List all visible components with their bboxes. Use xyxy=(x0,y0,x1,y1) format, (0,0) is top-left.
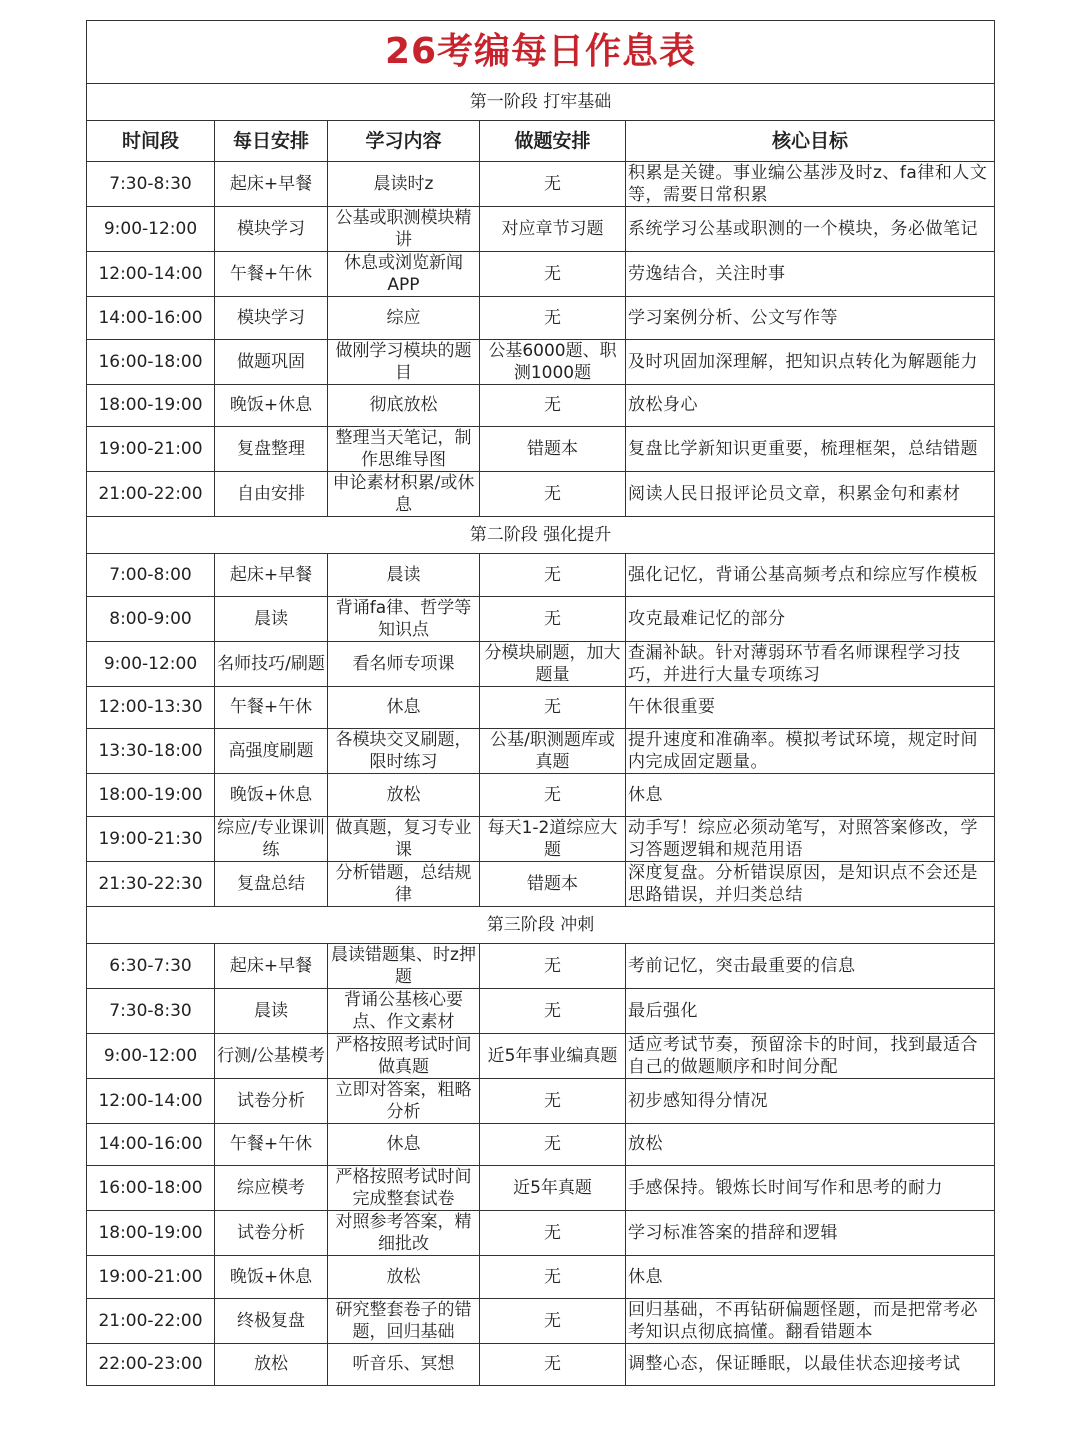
core-goal-cell: 休息 xyxy=(626,1256,995,1299)
daily-plan-cell: 做题巩固 xyxy=(215,339,328,384)
time-slot-cell: 19:00-21:30 xyxy=(87,816,215,861)
core-goal-cell: 考前记忆，突击最重要的信息 xyxy=(626,943,995,988)
daily-plan-cell: 模块学习 xyxy=(215,207,328,252)
core-goal-cell: 积累是关键。事业编公基涉及时z、fa律和人文等，需要日常积累 xyxy=(626,162,995,207)
practice-plan-cell: 对应章节习题 xyxy=(480,207,626,252)
table-row xyxy=(87,384,995,427)
table-row xyxy=(87,252,995,297)
time-slot-cell: 18:00-19:00 xyxy=(87,384,215,427)
study-content-cell: 研究整套卷子的错题，回归基础 xyxy=(328,1298,480,1343)
column-header: 每日安排 xyxy=(215,121,328,162)
time-slot-cell: 21:30-22:30 xyxy=(87,861,215,906)
time-slot-cell: 22:00-23:00 xyxy=(87,1343,215,1386)
practice-plan-cell: 无 xyxy=(480,686,626,729)
practice-plan-cell: 近5年真题 xyxy=(480,1166,626,1211)
header-row xyxy=(87,121,995,162)
core-goal-cell: 回归基础，不再钻研偏题怪题，而是把常考必考知识点彻底搞懂。翻看错题本 xyxy=(626,1298,995,1343)
stage-row xyxy=(87,84,995,121)
table-row xyxy=(87,1298,995,1343)
time-slot-cell: 21:00-22:00 xyxy=(87,1298,215,1343)
stage-row xyxy=(87,517,995,554)
time-slot-cell: 8:00-9:00 xyxy=(87,596,215,641)
practice-plan-cell: 公基6000题、职测1000题 xyxy=(480,339,626,384)
daily-plan-cell: 高强度刷题 xyxy=(215,729,328,774)
title-row xyxy=(87,21,995,84)
practice-plan-cell: 分模块刷题，加大题量 xyxy=(480,641,626,686)
table-row xyxy=(87,861,995,906)
daily-plan-cell: 起床+早餐 xyxy=(215,554,328,597)
core-goal-cell: 攻克最难记忆的部分 xyxy=(626,596,995,641)
study-content-cell: 分析错题，总结规律 xyxy=(328,861,480,906)
core-goal-cell: 放松 xyxy=(626,1123,995,1166)
core-goal-cell: 深度复盘。分析错误原因，是知识点不会还是思路错误，并归类总结 xyxy=(626,861,995,906)
practice-plan-cell: 错题本 xyxy=(480,861,626,906)
daily-plan-cell: 模块学习 xyxy=(215,297,328,340)
daily-plan-cell: 自由安排 xyxy=(215,472,328,517)
table-row xyxy=(87,729,995,774)
stage-title: 第二阶段 强化提升 xyxy=(87,517,995,554)
study-content-cell: 做刚学习模块的题目 xyxy=(328,339,480,384)
study-content-cell: 晨读时z xyxy=(328,162,480,207)
daily-plan-cell: 晨读 xyxy=(215,988,328,1033)
table-row xyxy=(87,1211,995,1256)
table-row xyxy=(87,297,995,340)
time-slot-cell: 12:00-14:00 xyxy=(87,252,215,297)
table-row xyxy=(87,162,995,207)
time-slot-cell: 14:00-16:00 xyxy=(87,1123,215,1166)
study-content-cell: 放松 xyxy=(328,774,480,817)
stage-title: 第一阶段 打牢基础 xyxy=(87,84,995,121)
daily-plan-cell: 晚饭+休息 xyxy=(215,384,328,427)
study-content-cell: 做真题，复习专业课 xyxy=(328,816,480,861)
practice-plan-cell: 无 xyxy=(480,1078,626,1123)
study-content-cell: 背诵公基核心要点、作文素材 xyxy=(328,988,480,1033)
practice-plan-cell: 无 xyxy=(480,943,626,988)
practice-plan-cell: 无 xyxy=(480,472,626,517)
table-row xyxy=(87,943,995,988)
time-slot-cell: 12:00-13:30 xyxy=(87,686,215,729)
time-slot-cell: 14:00-16:00 xyxy=(87,297,215,340)
daily-plan-cell: 复盘整理 xyxy=(215,427,328,472)
core-goal-cell: 学习标准答案的措辞和逻辑 xyxy=(626,1211,995,1256)
time-slot-cell: 16:00-18:00 xyxy=(87,339,215,384)
core-goal-cell: 休息 xyxy=(626,774,995,817)
core-goal-cell: 阅读人民日报评论员文章，积累金句和素材 xyxy=(626,472,995,517)
daily-plan-cell: 综应模考 xyxy=(215,1166,328,1211)
time-slot-cell: 19:00-21:00 xyxy=(87,1256,215,1299)
core-goal-cell: 复盘比学新知识更重要，梳理框架，总结错题 xyxy=(626,427,995,472)
time-slot-cell: 9:00-12:00 xyxy=(87,641,215,686)
practice-plan-cell: 无 xyxy=(480,774,626,817)
study-content-cell: 严格按照考试时间完成整套试卷 xyxy=(328,1166,480,1211)
time-slot-cell: 18:00-19:00 xyxy=(87,1211,215,1256)
practice-plan-cell: 无 xyxy=(480,554,626,597)
stage-title: 第三阶段 冲刺 xyxy=(87,906,995,943)
time-slot-cell: 6:30-7:30 xyxy=(87,943,215,988)
table-row xyxy=(87,1123,995,1166)
core-goal-cell: 午休很重要 xyxy=(626,686,995,729)
daily-plan-cell: 晚饭+休息 xyxy=(215,1256,328,1299)
table-row xyxy=(87,1033,995,1078)
practice-plan-cell: 无 xyxy=(480,1211,626,1256)
time-slot-cell: 13:30-18:00 xyxy=(87,729,215,774)
daily-plan-cell: 晚饭+休息 xyxy=(215,774,328,817)
time-slot-cell: 7:30-8:30 xyxy=(87,162,215,207)
practice-plan-cell: 无 xyxy=(480,1298,626,1343)
study-content-cell: 申论素材积累/或休息 xyxy=(328,472,480,517)
practice-plan-cell: 无 xyxy=(480,1256,626,1299)
core-goal-cell: 查漏补缺。针对薄弱环节看名师课程学习技巧，并进行大量专项练习 xyxy=(626,641,995,686)
table-row xyxy=(87,1166,995,1211)
table-row xyxy=(87,1343,995,1386)
study-content-cell: 严格按照考试时间做真题 xyxy=(328,1033,480,1078)
core-goal-cell: 系统学习公基或职测的一个模块，务必做笔记 xyxy=(626,207,995,252)
core-goal-cell: 适应考试节奏，预留涂卡的时间，找到最适合自己的做题顺序和时间分配 xyxy=(626,1033,995,1078)
study-content-cell: 各模块交叉刷题，限时练习 xyxy=(328,729,480,774)
schedule-table xyxy=(86,20,995,1386)
daily-plan-cell: 试卷分析 xyxy=(215,1078,328,1123)
time-slot-cell: 18:00-19:00 xyxy=(87,774,215,817)
table-row xyxy=(87,816,995,861)
table-row xyxy=(87,207,995,252)
time-slot-cell: 21:00-22:00 xyxy=(87,472,215,517)
study-content-cell: 休息 xyxy=(328,686,480,729)
daily-plan-cell: 放松 xyxy=(215,1343,328,1386)
table-row xyxy=(87,641,995,686)
daily-plan-cell: 午餐+午休 xyxy=(215,686,328,729)
core-goal-cell: 及时巩固加深理解，把知识点转化为解题能力 xyxy=(626,339,995,384)
core-goal-cell: 手感保持。锻炼长时间写作和思考的耐力 xyxy=(626,1166,995,1211)
table-row xyxy=(87,1256,995,1299)
study-content-cell: 对照参考答案，精细批改 xyxy=(328,1211,480,1256)
table-row xyxy=(87,427,995,472)
time-slot-cell: 16:00-18:00 xyxy=(87,1166,215,1211)
study-content-cell: 背诵fa律、哲学等知识点 xyxy=(328,596,480,641)
study-content-cell: 看名师专项课 xyxy=(328,641,480,686)
study-content-cell: 晨读错题集、时z押题 xyxy=(328,943,480,988)
practice-plan-cell: 无 xyxy=(480,252,626,297)
practice-plan-cell: 无 xyxy=(480,1343,626,1386)
practice-plan-cell: 无 xyxy=(480,596,626,641)
core-goal-cell: 放松身心 xyxy=(626,384,995,427)
practice-plan-cell: 每天1-2道综应大题 xyxy=(480,816,626,861)
table-row xyxy=(87,774,995,817)
time-slot-cell: 9:00-12:00 xyxy=(87,207,215,252)
daily-plan-cell: 起床+早餐 xyxy=(215,162,328,207)
page-title: 26考编每日作息表 xyxy=(87,21,995,84)
daily-plan-cell: 午餐+午休 xyxy=(215,252,328,297)
core-goal-cell: 提升速度和准确率。模拟考试环境，规定时间内完成固定题量。 xyxy=(626,729,995,774)
column-header: 学习内容 xyxy=(328,121,480,162)
core-goal-cell: 动手写！综应必须动笔写，对照答案修改，学习答题逻辑和规范用语 xyxy=(626,816,995,861)
core-goal-cell: 最后强化 xyxy=(626,988,995,1033)
core-goal-cell: 调整心态，保证睡眠，以最佳状态迎接考试 xyxy=(626,1343,995,1386)
practice-plan-cell: 近5年事业编真题 xyxy=(480,1033,626,1078)
practice-plan-cell: 无 xyxy=(480,988,626,1033)
daily-plan-cell: 综应/专业课训练 xyxy=(215,816,328,861)
time-slot-cell: 12:00-14:00 xyxy=(87,1078,215,1123)
column-header: 核心目标 xyxy=(626,121,995,162)
time-slot-cell: 9:00-12:00 xyxy=(87,1033,215,1078)
study-content-cell: 彻底放松 xyxy=(328,384,480,427)
daily-plan-cell: 终极复盘 xyxy=(215,1298,328,1343)
column-header: 时间段 xyxy=(87,121,215,162)
core-goal-cell: 强化记忆，背诵公基高频考点和综应写作模板 xyxy=(626,554,995,597)
daily-plan-cell: 复盘总结 xyxy=(215,861,328,906)
daily-plan-cell: 名师技巧/刷题 xyxy=(215,641,328,686)
daily-plan-cell: 起床+早餐 xyxy=(215,943,328,988)
study-content-cell: 休息 xyxy=(328,1123,480,1166)
practice-plan-cell: 错题本 xyxy=(480,427,626,472)
study-content-cell: 综应 xyxy=(328,297,480,340)
daily-plan-cell: 试卷分析 xyxy=(215,1211,328,1256)
practice-plan-cell: 无 xyxy=(480,162,626,207)
table-row xyxy=(87,596,995,641)
core-goal-cell: 初步感知得分情况 xyxy=(626,1078,995,1123)
core-goal-cell: 劳逸结合，关注时事 xyxy=(626,252,995,297)
practice-plan-cell: 公基/职测题库或真题 xyxy=(480,729,626,774)
study-content-cell: 放松 xyxy=(328,1256,480,1299)
practice-plan-cell: 无 xyxy=(480,1123,626,1166)
time-slot-cell: 7:30-8:30 xyxy=(87,988,215,1033)
daily-plan-cell: 晨读 xyxy=(215,596,328,641)
study-content-cell: 休息或浏览新闻APP xyxy=(328,252,480,297)
daily-plan-cell: 行测/公基模考 xyxy=(215,1033,328,1078)
practice-plan-cell: 无 xyxy=(480,384,626,427)
table-row xyxy=(87,686,995,729)
table-row xyxy=(87,554,995,597)
time-slot-cell: 7:00-8:00 xyxy=(87,554,215,597)
daily-plan-cell: 午餐+午休 xyxy=(215,1123,328,1166)
study-content-cell: 听音乐、冥想 xyxy=(328,1343,480,1386)
table-row xyxy=(87,988,995,1033)
study-content-cell: 立即对答案，粗略分析 xyxy=(328,1078,480,1123)
study-content-cell: 晨读 xyxy=(328,554,480,597)
study-content-cell: 公基或职测模块精讲 xyxy=(328,207,480,252)
column-header: 做题安排 xyxy=(480,121,626,162)
practice-plan-cell: 无 xyxy=(480,297,626,340)
core-goal-cell: 学习案例分析、公文写作等 xyxy=(626,297,995,340)
time-slot-cell: 19:00-21:00 xyxy=(87,427,215,472)
table-row xyxy=(87,472,995,517)
table-row xyxy=(87,339,995,384)
study-content-cell: 整理当天笔记，制作思维导图 xyxy=(328,427,480,472)
table-row xyxy=(87,1078,995,1123)
stage-row xyxy=(87,906,995,943)
